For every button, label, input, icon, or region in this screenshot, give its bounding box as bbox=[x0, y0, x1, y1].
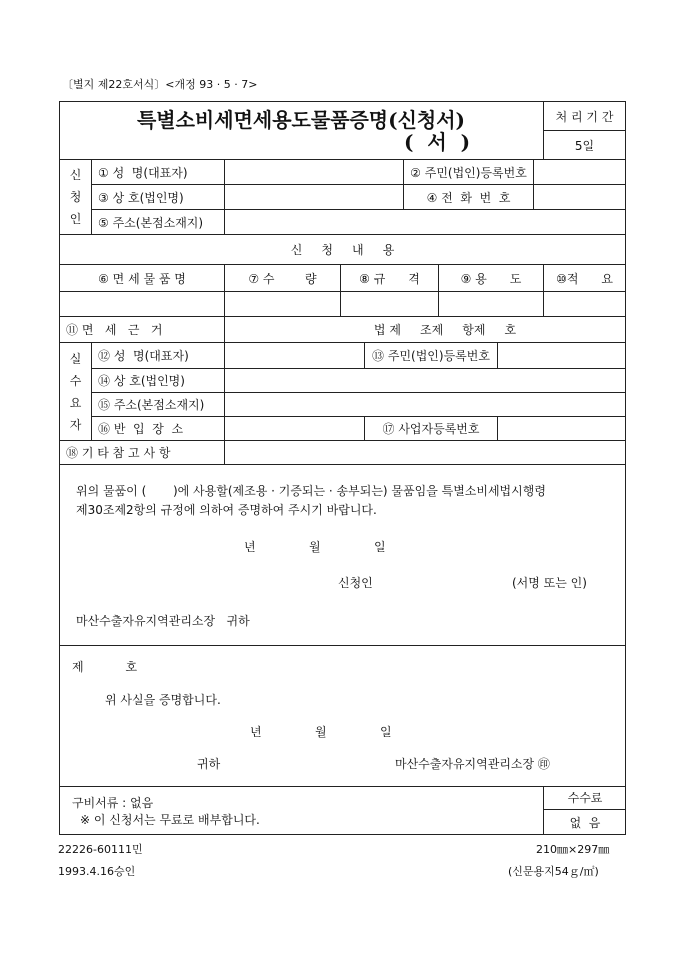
required-docs: 구비서류 : 없음 bbox=[72, 796, 154, 810]
applicant-reg-no-label: ② 주민(법인)등록번호 bbox=[403, 159, 534, 185]
form-number-note: 〔별지 제22호서식〕<개정 93 · 5 · 7> bbox=[62, 78, 258, 91]
purpose-field[interactable] bbox=[438, 291, 544, 317]
user-reg-no-label: ⑬ 주민(법인)등록번호 bbox=[364, 342, 498, 369]
item-name-header: ⑥ 면 세 물 품 명 bbox=[59, 264, 225, 292]
certificate-number: 제 호 bbox=[72, 660, 138, 674]
fee-label: 수수료 bbox=[543, 786, 626, 810]
statement-line-1: 위의 물품이 ( )에 사용할(제조용 · 기증되는 · 송부되는) 물품임을 특별소비세법시행령 bbox=[76, 484, 546, 498]
remarks-field[interactable] bbox=[543, 291, 626, 317]
delivery-place-label: ⑯ 반 입 장 소 bbox=[91, 416, 225, 441]
applicant-address-label: ⑤ 주소(본점소재지) bbox=[91, 209, 225, 235]
user-company-label: ⑭ 상 호(법인명) bbox=[91, 368, 225, 393]
free-distribution-note: ※ 이 신청서는 무료로 배부합니다. bbox=[80, 813, 260, 827]
application-date: 년 월 일 bbox=[244, 540, 386, 554]
approval-date: 1993.4.16승인 bbox=[58, 865, 136, 878]
sign-or-seal-note: (서명 또는 인) bbox=[512, 576, 587, 590]
statement-line-2: 제30조제2항의 규정에 의하여 증명하여 주시기 바랍니다. bbox=[76, 503, 377, 517]
user-group-text: 실 수 요 자 bbox=[69, 351, 82, 432]
other-notes-label: ⑱ 기 타 참 고 사 항 bbox=[59, 440, 225, 465]
other-notes-field[interactable] bbox=[224, 440, 626, 465]
applicant-name-label: ① 성 명(대표자) bbox=[91, 159, 225, 185]
applicant-group-label bbox=[59, 159, 92, 235]
item-name-field[interactable] bbox=[59, 291, 225, 317]
user-name-field[interactable] bbox=[224, 342, 365, 369]
applicant-phone-field[interactable] bbox=[533, 184, 626, 210]
spec-header: ⑧ 규 격 bbox=[340, 264, 439, 292]
processing-period-label: 처 리 기 간 bbox=[543, 101, 626, 131]
recipient-line: 마산수출자유지역관리소장 귀하 bbox=[76, 614, 250, 628]
spec-field[interactable] bbox=[340, 291, 439, 317]
biz-reg-no-label: ⑰ 사업자등록번호 bbox=[364, 416, 498, 441]
user-group-label bbox=[59, 342, 92, 441]
delivery-place-field[interactable] bbox=[224, 416, 365, 441]
exemption-basis-field[interactable]: 법 제 조제 항제 호 bbox=[224, 316, 626, 343]
quantity-header: ⑦ 수 량 bbox=[224, 264, 341, 292]
user-name-label: ⑫ 성 명(대표자) bbox=[91, 342, 225, 369]
applicant-name-field[interactable] bbox=[224, 159, 404, 185]
certificate-issuer: 마산수출자유지역관리소장 ㊞ bbox=[395, 757, 550, 771]
divider bbox=[59, 786, 626, 787]
paper-size: 210㎜×297㎜ bbox=[536, 843, 610, 856]
user-company-field[interactable] bbox=[224, 368, 626, 393]
applicant-address-field[interactable] bbox=[224, 209, 626, 235]
fee-value: 없 음 bbox=[543, 809, 626, 835]
applicant-company-label: ③ 상 호(법인명) bbox=[91, 184, 225, 210]
remarks-header: ⑩적 요 bbox=[543, 264, 626, 292]
divider bbox=[59, 645, 626, 646]
processing-period-value: 5일 bbox=[543, 130, 626, 160]
certificate-date: 년 월 일 bbox=[250, 725, 392, 739]
purpose-header: ⑨ 용 도 bbox=[438, 264, 544, 292]
certificate-to: 귀하 bbox=[197, 757, 221, 771]
quantity-field[interactable] bbox=[224, 291, 341, 317]
user-address-field[interactable] bbox=[224, 392, 626, 417]
applicant-phone-label: ④ 전 화 번 호 bbox=[403, 184, 534, 210]
certificate-text: 위 사실을 증명합니다. bbox=[105, 693, 221, 707]
paper-type: (신문용지54ｇ/㎡) bbox=[508, 865, 599, 878]
exemption-basis-label: ⑪ 면 세 근 거 bbox=[59, 316, 225, 343]
applicant-reg-no-field[interactable] bbox=[533, 159, 626, 185]
biz-reg-no-field[interactable] bbox=[497, 416, 626, 441]
applicant-signature-label: 신청인 bbox=[338, 576, 373, 590]
applicant-company-field[interactable] bbox=[224, 184, 404, 210]
request-content-header: 신 청 내 용 bbox=[59, 234, 626, 265]
user-reg-no-field[interactable] bbox=[497, 342, 626, 369]
form-title: 특별소비세면세용도물품증명(신청서) bbox=[59, 101, 544, 160]
form-subtitle: ( 서 ) bbox=[404, 130, 471, 154]
user-address-label: ⑮ 주소(본점소재지) bbox=[91, 392, 225, 417]
applicant-group-text: 신 청 인 bbox=[69, 168, 82, 226]
form-code: 22226-60111민 bbox=[58, 843, 143, 856]
